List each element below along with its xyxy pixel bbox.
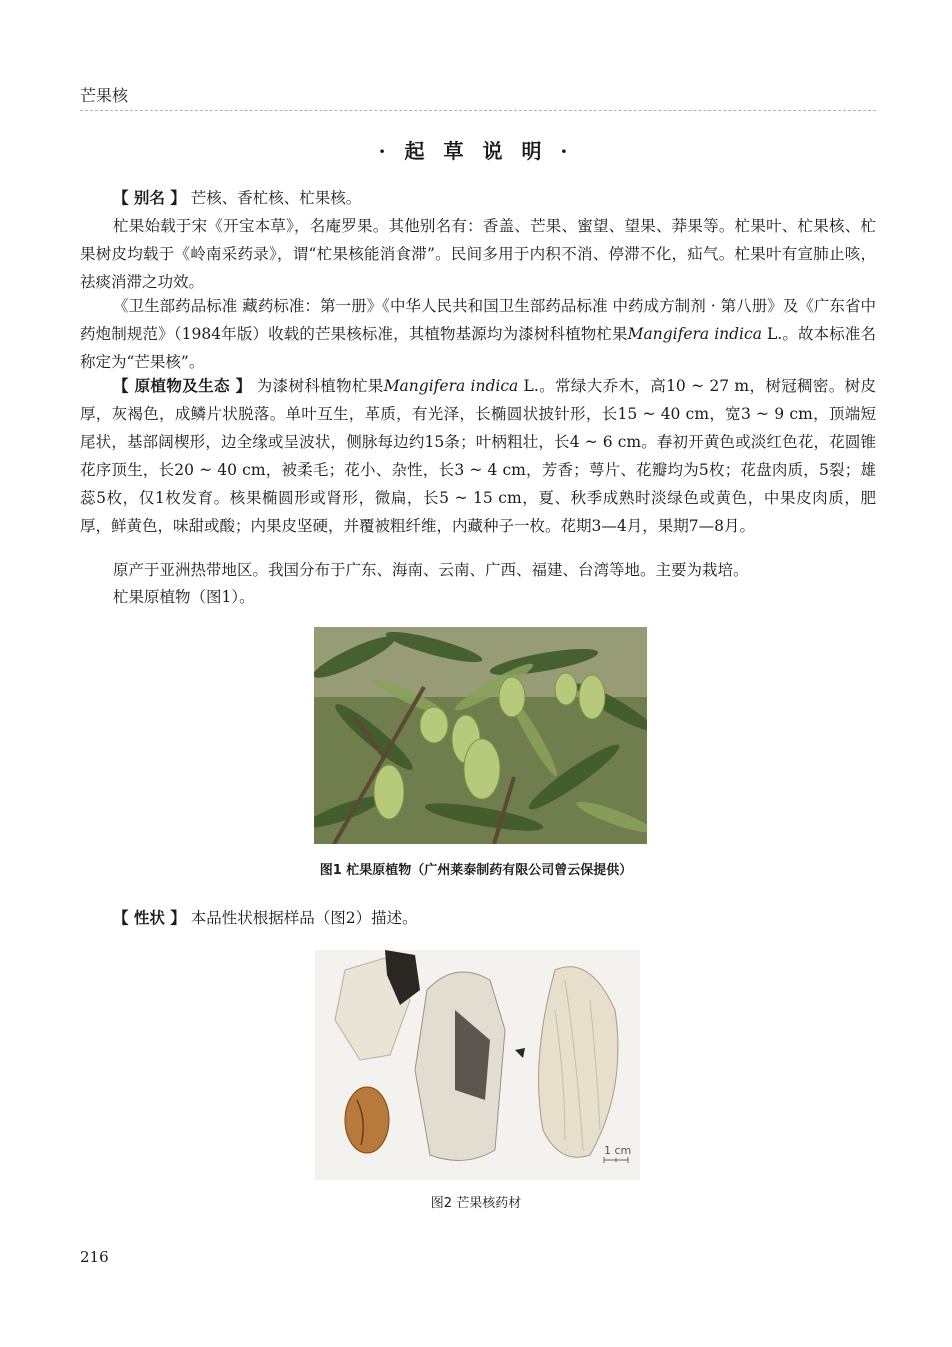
standard-text-end: L.。故本标准名称定为“芒果核”。 bbox=[80, 325, 877, 371]
standard-paragraph bbox=[80, 292, 876, 376]
figure-reference-paragraph: 杧果原植物（图1）。 bbox=[113, 588, 255, 606]
plant-latin-name: Mangifera indica bbox=[383, 377, 519, 395]
section-title: · 起 草 说 明 · bbox=[378, 139, 574, 163]
traits-text: 本品性状根据样品（图2）描述。 bbox=[185, 909, 418, 927]
standard-text: 《卫生部药品标准 藏药标准：第一册》《中华人民共和国卫生部药品标准 中药成方制剂 · 第八册》及《广东省中药炮制规范》（1984年版）收载的芒果核标准，其植物基源均为漆树科植物杧果 bbox=[80, 297, 876, 343]
mango-stone-specimen-photo bbox=[315, 950, 640, 1180]
figure-1-caption: 图1 杧果原植物（广州莱泰制药有限公司曾云保提供） bbox=[319, 863, 633, 878]
alias-label: 【 别名 】 bbox=[113, 189, 186, 207]
traits-paragraph bbox=[80, 904, 876, 932]
origin-paragraph: 杧果始载于宋《开宝本草》，名庵罗果。其他别名有：香盖、芒果、蜜望、望果、莽果等。杧果叶、杧果核、杧果树皮均载于《岭南采药录》，谓“杧果核能消食滞”。民间多用于内积不消、停滞不化，疝气。杧果叶有宣肺止咳，祛痰消滞之功效。 bbox=[80, 217, 876, 291]
plant-paragraph bbox=[80, 372, 876, 540]
standard-latin-name: Mangifera indica bbox=[627, 325, 762, 343]
mango-tree-photo bbox=[314, 627, 647, 844]
plant-text-end: L.。常绿大乔木，高10 ~ 27 m，树冠稠密。树皮厚，灰褐色，成鳞片状脱落。单叶互生，革质，有光泽，长椭圆状披针形，长15 ~ 40 cm，宽3 ~ 9 cm，顶端短尾状，基部阔楔形，边全缘或呈波状，侧脉每边约15条；叶柄粗壮，长4 ~ 6 cm。春初开黄色或淡红色花，花圆锥花序顶生，长20 ~ 40 cm，被柔毛；花小、杂性，长3 ~ 4 cm，芳香；萼片、花瓣均为5枚；花盘肉质，5裂；雄蕊5枚，仅1枚发育。核果椭圆形或肾形，微扁，长5 ~ 15 cm，夏、秋季成熟时淡绿色或黄色，中果皮肉质，肥厚，鲜黄色，味甜或酸；内果皮坚硬，并覆被粗纤维，内藏种子一枚。花期3—4月，果期7—8月。 bbox=[80, 377, 877, 535]
alias-paragraph bbox=[80, 184, 876, 212]
scale-bar-label: 1 cm bbox=[604, 1144, 632, 1157]
plant-label: 【 原植物及生态 】 bbox=[113, 377, 252, 395]
traits-label: 【 性状 】 bbox=[113, 909, 186, 927]
header-divider bbox=[80, 110, 876, 111]
distribution-paragraph: 原产于亚洲热带地区。我国分布于广东、海南、云南、广西、福建、台湾等地。主要为栽培。 bbox=[113, 561, 749, 579]
page-number: 216 bbox=[80, 1248, 109, 1266]
running-head: 芒果核 bbox=[80, 86, 129, 105]
figure-2-caption: 图2 芒果核药材 bbox=[430, 1196, 522, 1211]
plant-text: 为漆树科植物杧果 bbox=[251, 377, 384, 395]
alias-text: 芒核、香杧核、杧果核。 bbox=[190, 189, 362, 207]
